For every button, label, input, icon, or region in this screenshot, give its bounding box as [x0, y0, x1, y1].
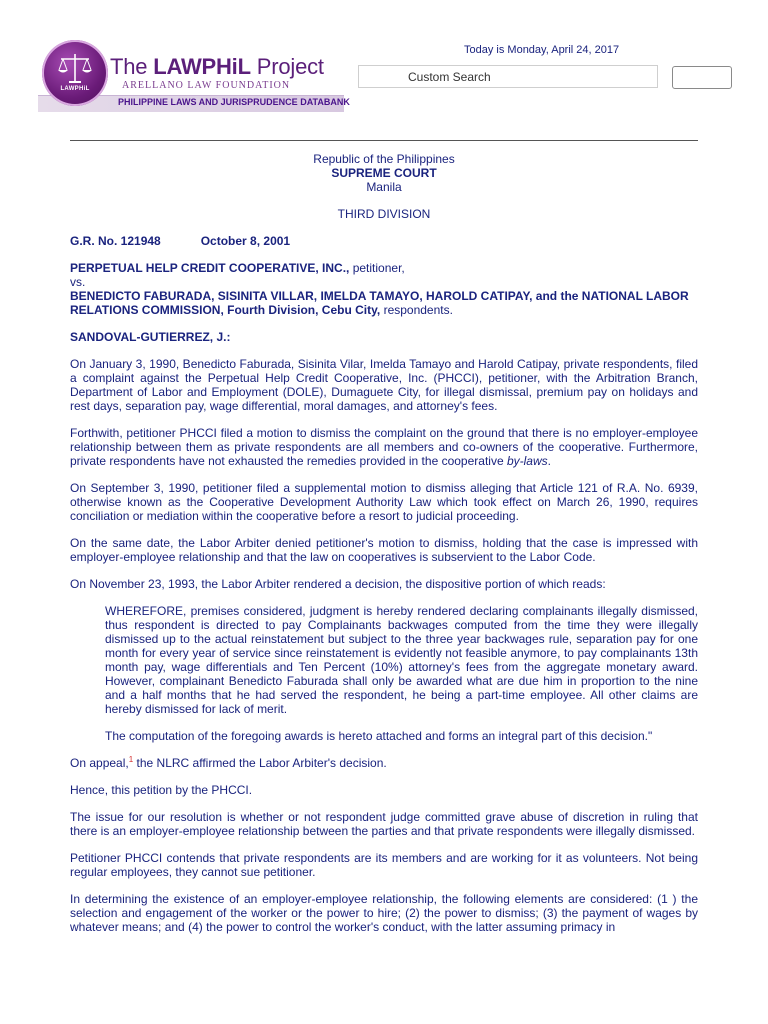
search-input[interactable]: Custom Search	[358, 65, 658, 88]
court-city: Manila	[366, 180, 402, 194]
paragraph-4: On the same date, the Labor Arbiter denied petitioner's motion to dismiss, holding that the case is impressed with employer-employee relationship and that the law on cooperatives is subservient to the Labor Code.	[70, 536, 698, 564]
lawphil-logo[interactable]	[38, 40, 348, 112]
paragraph-5: On November 23, 1993, the Labor Arbiter rendered a decision, the dispositive portion of which reads:	[70, 577, 606, 591]
paragraph-2-end: .	[547, 454, 551, 468]
logo-title	[110, 54, 324, 80]
case-number-line	[70, 234, 698, 248]
logo-title-pre: The	[110, 54, 154, 79]
logo-subtitle: ARELLANO LAW FOUNDATION	[122, 80, 291, 91]
quote-paragraph-2: The computation of the foregoing awards is hereto attached and forms an integral part of this decision."	[105, 729, 653, 743]
paragraph-1: On January 3, 1990, Benedicto Faburada, Sisinita Vilar, Imelda Tamayo and Harold Catipay, private respondents, filed a complaint against the Perpetual Help Credit Cooperative, Inc. (PHCCI), petitioner, with the Arbitration Branch, Department of Labor and Employment (DOLE), Dumaguete City, for illegal dismissal, premium pay on holidays and rest days, separation pay, wage differential, moral damages, and attorney's fees.	[70, 357, 698, 413]
paragraph-6	[70, 756, 698, 770]
gr-number: G.R. No. 121948	[70, 234, 161, 248]
decision-document	[70, 152, 698, 934]
ponente: SANDOVAL-GUTIERREZ, J.:	[70, 330, 231, 344]
paragraph-10: In determining the existence of an employer-employee relationship, the following elements are considered: (1 ) the selection and engagement of the worker or the power to hire; (2) the power to dismiss; (3) the payment of wages by whatever means; and (4) the power to control the worker's conduct, with the latter assuming primacy in	[70, 892, 698, 934]
respondents-names: BENEDICTO FABURADA, SISINITA VILLAR, IMELDA TAMAYO, HAROLD CATIPAY, and the NATIONAL LABOR RELATIONS COMMISSION, Fourth Division, Cebu City,	[70, 289, 689, 317]
paragraph-2-text: Forthwith, petitioner PHCCI filed a motion to dismiss the complaint on the ground that there is no employer-employee relationship between them as private respondents are all members and co-owners of the cooperative. Furthermore, private respondents have not exhausted the remedies provided in the cooperative	[70, 426, 698, 468]
petitioner-role: petitioner,	[349, 261, 405, 275]
paragraph-2	[70, 426, 698, 468]
header-divider	[70, 140, 698, 141]
footnote-link-1[interactable]: 1	[128, 755, 134, 764]
petitioner-name: PERPETUAL HELP CREDIT COOPERATIVE, INC.,	[70, 261, 350, 275]
quote-paragraph-1: WHEREFORE, premises considered, judgment is hereby rendered declaring complainants illegally dismissed, thus respondent is directed to pay Complainants backwages computed from the time they were illegally dismissed up to the actual reinstatement but subject to the three year backwages rule, separation pay for one month for every year of service since reinstatement is evidently not feasible anymore, to pay complainants 13th month pay, wage differentials and Ten Percent (10%) attorney's fees from the aggregate monetary award. However, complainant Benedicto Faburada shall only be awarded what are due him in proportion to the nine and a half months that he had served the respondent, he being a part-time employee. All other claims are hereby dismissed for lack of merit.	[105, 604, 698, 716]
respondents-line	[70, 289, 698, 317]
paragraph-6-pre: On appeal,	[70, 756, 129, 770]
seal-icon	[42, 40, 108, 106]
search-button[interactable]	[672, 66, 732, 89]
paragraph-3: On September 3, 1990, petitioner filed a supplemental motion to dismiss alleging that Article 121 of R.A. No. 6939, otherwise known as the Cooperative Development Authority Law which took effect on March 26, 1990, requires conciliation or mediation within the cooperative before a resort to judicial proceeding.	[70, 481, 698, 523]
paragraph-9: Petitioner PHCCI contends that private respondents are its members and are working for it as volunteers. Not being regular employees, they cannot sue petitioner.	[70, 851, 698, 879]
paragraph-6-post: the NLRC affirmed the Labor Arbiter's decision.	[133, 756, 387, 770]
seal-text: LAWPHiL	[60, 86, 90, 92]
scales-icon	[55, 52, 95, 86]
today-date: Today is Monday, April 24, 2017	[464, 44, 620, 56]
division-name: THIRD DIVISION	[337, 207, 431, 221]
site-header	[0, 0, 768, 120]
decision-date: October 8, 2001	[200, 234, 291, 248]
logo-title-bold: LAWPHiL	[153, 54, 251, 79]
petitioner-line	[70, 261, 698, 275]
paragraph-8: The issue for our resolution is whether or not respondent judge committed grave abuse of discretion in ruling that there is an employer-employee relationship between the parties and that private respondents were illegally dismissed.	[70, 810, 698, 838]
respondents-role: respondents.	[380, 303, 453, 317]
court-name: SUPREME COURT	[331, 166, 437, 180]
logo-title-post: Project	[250, 54, 324, 79]
republic-line: Republic of the Philippines	[313, 152, 455, 166]
versus: vs.	[70, 275, 86, 289]
paragraph-7: Hence, this petition by the PHCCI.	[70, 783, 253, 797]
bylaws-term: by-laws	[506, 454, 548, 468]
logo-tagline: PHILIPPINE LAWS AND JURISPRUDENCE DATABANK	[118, 97, 350, 107]
